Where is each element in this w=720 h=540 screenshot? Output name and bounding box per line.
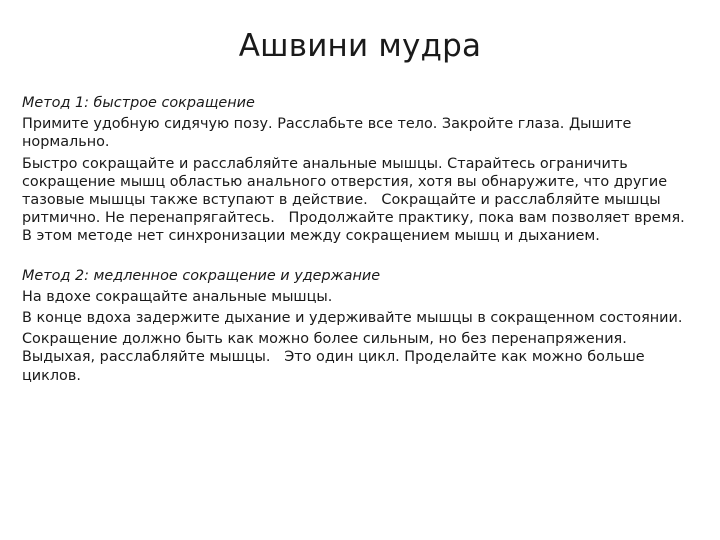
method-2-section: [22, 267, 702, 385]
method-2-paragraph: В конце вдоха задержите дыхание и удерживайте мышцы в сокращенном состоянии.: [22, 310, 683, 327]
slide-body: [22, 94, 702, 388]
method-2-paragraph: Сокращение должно быть как можно более сильным, но без перенапряжения. Выдыхая, расслабляйте мышцы. Это один цикл. Проделайте как можно больше циклов.: [22, 331, 650, 384]
method-2-paragraph: На вдохе сокращайте анальные мышцы.: [22, 288, 333, 305]
method-2-heading: Метод 2: медленное сокращение и удержание: [22, 267, 381, 284]
method-1-paragraph: Быстро сокращайте и расслабляйте анальные мышцы. Старайтесь ограничить сокращение мышц областью анального отверстия, хотя вы обнаружите, что другие тазовые мышцы также вступают в действие. Сокращайте и расслабляйте мышцы ритмично. Не перенапрягайтесь. Продолжайте практику, пока вам позволяет время. В этом методе нет синхронизации между сокращением мышц и дыханием.: [22, 155, 699, 245]
method-1-section: [22, 94, 702, 246]
slide-title: Ашвини мудра: [238, 28, 482, 64]
method-1-paragraph: Примите удобную сидячую позу. Расслабьте все тело. Закройте глаза. Дышите нормально.: [22, 116, 636, 151]
method-1-heading: Метод 1: быстрое сокращение: [22, 95, 255, 111]
